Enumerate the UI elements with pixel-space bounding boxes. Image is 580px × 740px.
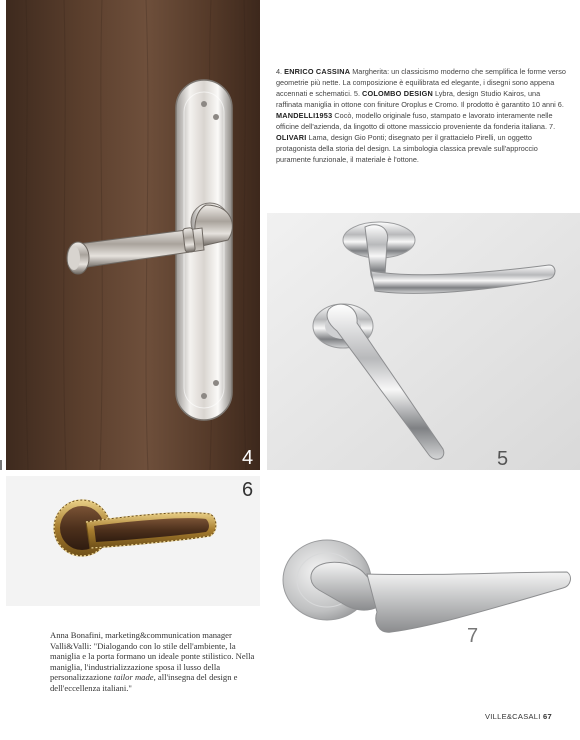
figure-number-5: 5 — [497, 448, 509, 470]
page-number: 67 — [543, 712, 552, 721]
caption-number-4: 4. — [276, 67, 283, 76]
photo-mandelli-handle — [6, 476, 260, 606]
caption-text-7: Lama, design Gio Ponti; disegnato per il grattacielo Pirelli, un oggetto protagonista della storia del design. La simbologia classica prevale sull'approccio puramente funzionale, il materiale è l'ottone. — [276, 133, 538, 164]
quote-text-a: Anna Bonafini, marketing&communication manager Valli&Valli: "Dialogando con lo stile dell'ambiente, la maniglia e la porta formano un ideale ponte stilistico. Nella maniglia, l'industrializzazione sposa il lusso della personalizzazione — [50, 630, 255, 683]
figure-number-7: 7 — [467, 625, 479, 647]
caption-number-6: 6. — [557, 100, 564, 109]
chrome-handles-illustration — [267, 213, 580, 470]
caption-number-5: 5. — [353, 89, 360, 98]
caption-text-6: Cocò, modello originale fuso, stampato e lavorato interamente nelle officine dell'azienda, da lingotto di ottone massiccio proveniente da fonderia italiana. — [276, 111, 553, 131]
photo-olivari-handle — [267, 476, 580, 688]
caption-brand-enrico-cassina: ENRICO CASSINA — [284, 67, 351, 76]
gold-wood-handle-illustration — [6, 476, 260, 606]
caption-brand-mandelli: MANDELLI1953 — [276, 111, 333, 120]
caption-text — [276, 66, 566, 165]
satin-blade-handle-illustration — [267, 476, 580, 688]
caption-brand-colombo-design: COLOMBO DESIGN — [362, 89, 433, 98]
magazine-name: VILLE&CASALI — [484, 712, 541, 721]
edge-mark — [0, 460, 2, 470]
caption-text-4: Margherita: un classicismo moderno che semplifica le forme verso geometrie più nette. La composizione è equilibrata ed elegante, i disegni sono appena accennati e schematici. — [276, 67, 566, 98]
figure-number-6: 6 — [242, 479, 254, 501]
caption-text-5: Lybra, design Studio Kairos, una raffinata maniglia in ottone con finiture Oroplus e Cromo. Il prodotto è garantito 10 anni — [276, 89, 556, 109]
quote-anna-bonafini — [50, 630, 260, 694]
photo-enrico-cassina-handle — [6, 0, 260, 470]
quote-text-b: , all'insegna del design e dell'eccellenza italiani." — [50, 672, 238, 693]
photo-colombo-design-handles — [267, 213, 580, 470]
door-handle-illustration — [6, 0, 260, 470]
caption-number-7: 7. — [549, 122, 556, 131]
page-folio — [485, 712, 552, 721]
quote-italic: tailor made — [113, 672, 154, 683]
figure-number-4: 4 — [242, 447, 254, 469]
caption-brand-olivari: OLIVARI — [276, 133, 307, 142]
